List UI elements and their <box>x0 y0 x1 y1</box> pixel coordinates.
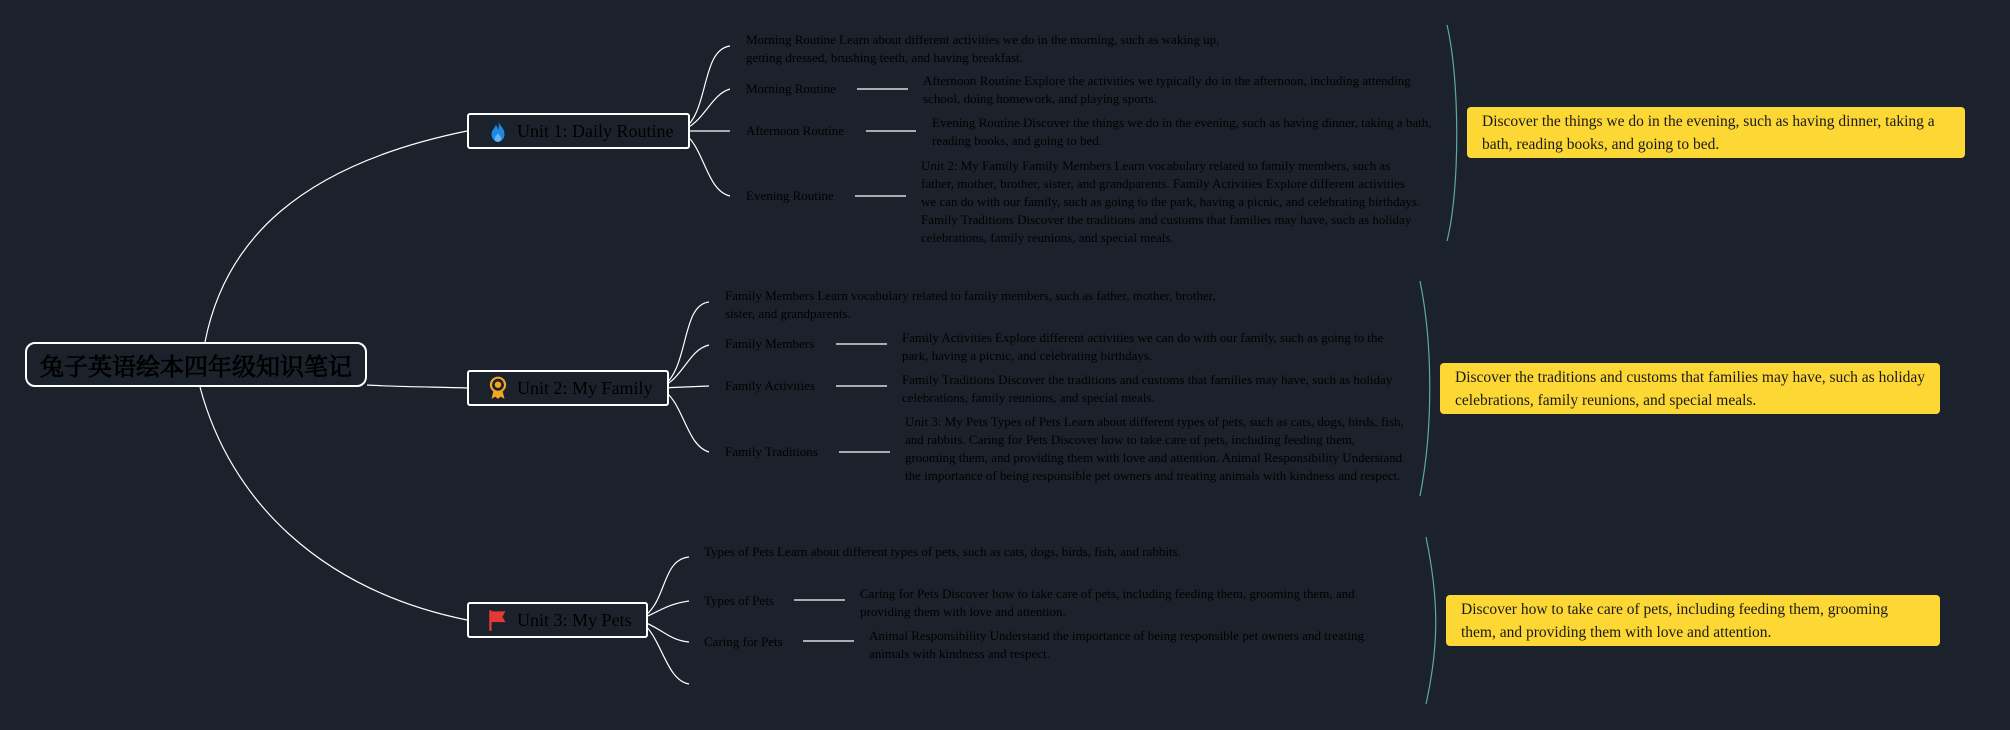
unit-3-callout-text: Discover how to take care of pets, including feeding them, grooming them, and providing them with love and attention. <box>1461 601 1888 641</box>
unit-3-description-1: Types of Pets Learn about different types of pets, such as cats, dogs, birds, fish, and rabbits. <box>704 544 1181 559</box>
connector-root-unit2 <box>367 385 467 388</box>
unit-2-description-2: Family Activities Explore different activities we can do with our family, such as going to the park, having a picnic, and celebrating birthdays. <box>902 330 1384 363</box>
unit-1-subtopic-3[interactable]: Evening Routine <box>746 188 834 203</box>
unit-1-description-3: Evening Routine Discover the things we do in the evening, such as having dinner, taking a bath, reading books, and going to bed. <box>932 115 1432 148</box>
unit-1-subtopic-2[interactable]: Afternoon Routine <box>746 123 844 138</box>
unit-1-callout[interactable] <box>1467 107 1965 158</box>
unit-2-subtopic-1[interactable]: Family Members <box>725 336 815 351</box>
unit-2-title: Unit 2: My Family <box>517 377 653 398</box>
unit-2-node[interactable] <box>467 370 669 406</box>
unit-1-description-4: Unit 2: My Family Family Members Learn vocabulary related to family members, such as father, mother, brother, sister, and grandparents. Family Activities Explore different activities we can do with our family, such as going to the park, having a picnic, and celebrating birthdays. Family Traditions Discover the traditions and customs that families may have, such as holiday celebrations, family reunions, and special meals. <box>921 158 1421 245</box>
flag-icon <box>485 607 511 633</box>
unit-2-subtopic-3[interactable]: Family Traditions <box>725 444 818 459</box>
unit-3-callout[interactable] <box>1446 595 1940 646</box>
root-topic[interactable] <box>25 342 367 387</box>
unit-2-subtopic-2[interactable]: Family Activities <box>725 378 815 393</box>
award-ribbon-icon <box>485 375 511 401</box>
unit-2-description-1: Family Members Learn vocabulary related to family members, such as father, mother, brother, sister, and grandparents. <box>725 288 1216 321</box>
unit-3-title: Unit 3: My Pets <box>517 609 632 630</box>
unit-2-callout[interactable] <box>1440 363 1940 414</box>
unit-2-description-3: Family Traditions Discover the traditions and customs that families may have, such as holiday celebrations, family reunions, and special meals. <box>902 372 1393 405</box>
unit-1-callout-text: Discover the things we do in the evening, such as having dinner, taking a bath, reading books, and going to bed. <box>1482 113 1935 153</box>
connector-root-unit3 <box>200 387 467 620</box>
bracket-unit3 <box>1426 537 1436 704</box>
bracket-unit2 <box>1420 281 1430 496</box>
unit-1-description-2: Afternoon Routine Explore the activities we typically do in the afternoon, including attending school, doing homework, and playing sports. <box>923 73 1411 106</box>
unit-3-description-3: Animal Responsibility Understand the importance of being responsible pet owners and treating animals with kindness and respect. <box>869 628 1364 661</box>
unit-2-callout-text: Discover the traditions and customs that families may have, such as holiday celebrations, family reunions, and special meals. <box>1455 369 1926 409</box>
bracket-unit1 <box>1447 25 1457 241</box>
fire-icon <box>485 118 511 144</box>
unit-1-description-1: Morning Routine Learn about different activities we do in the morning, such as waking up, getting dressed, brushing teeth, and having breakfast. <box>746 32 1220 65</box>
unit-2-description-4: Unit 3: My Pets Types of Pets Learn about different types of pets, such as cats, dogs, birds, fish, and rabbits. Caring for Pets Discover how to take care of pets, including feeding them, grooming them, and providing them with love and attention. Animal Responsibility Understand the importance of being responsible pet owners and treating animals with kindness and respect. <box>905 414 1404 483</box>
unit-3-subtopic-2[interactable]: Caring for Pets <box>704 634 783 649</box>
unit-1-subtopic-1[interactable]: Morning Routine <box>746 81 836 96</box>
unit-1-node[interactable] <box>467 113 690 149</box>
unit-3-description-2: Caring for Pets Discover how to take care of pets, including feeding them, grooming them, and providing them with love and attention. <box>860 586 1355 619</box>
connector-root-unit1 <box>205 131 467 342</box>
unit-3-subtopic-1[interactable]: Types of Pets <box>704 593 774 608</box>
root-title: 兔子英语绘本四年级知识笔记 <box>40 352 352 381</box>
unit-3-node[interactable] <box>467 602 648 638</box>
unit-1-title: Unit 1: Daily Routine <box>517 120 674 141</box>
